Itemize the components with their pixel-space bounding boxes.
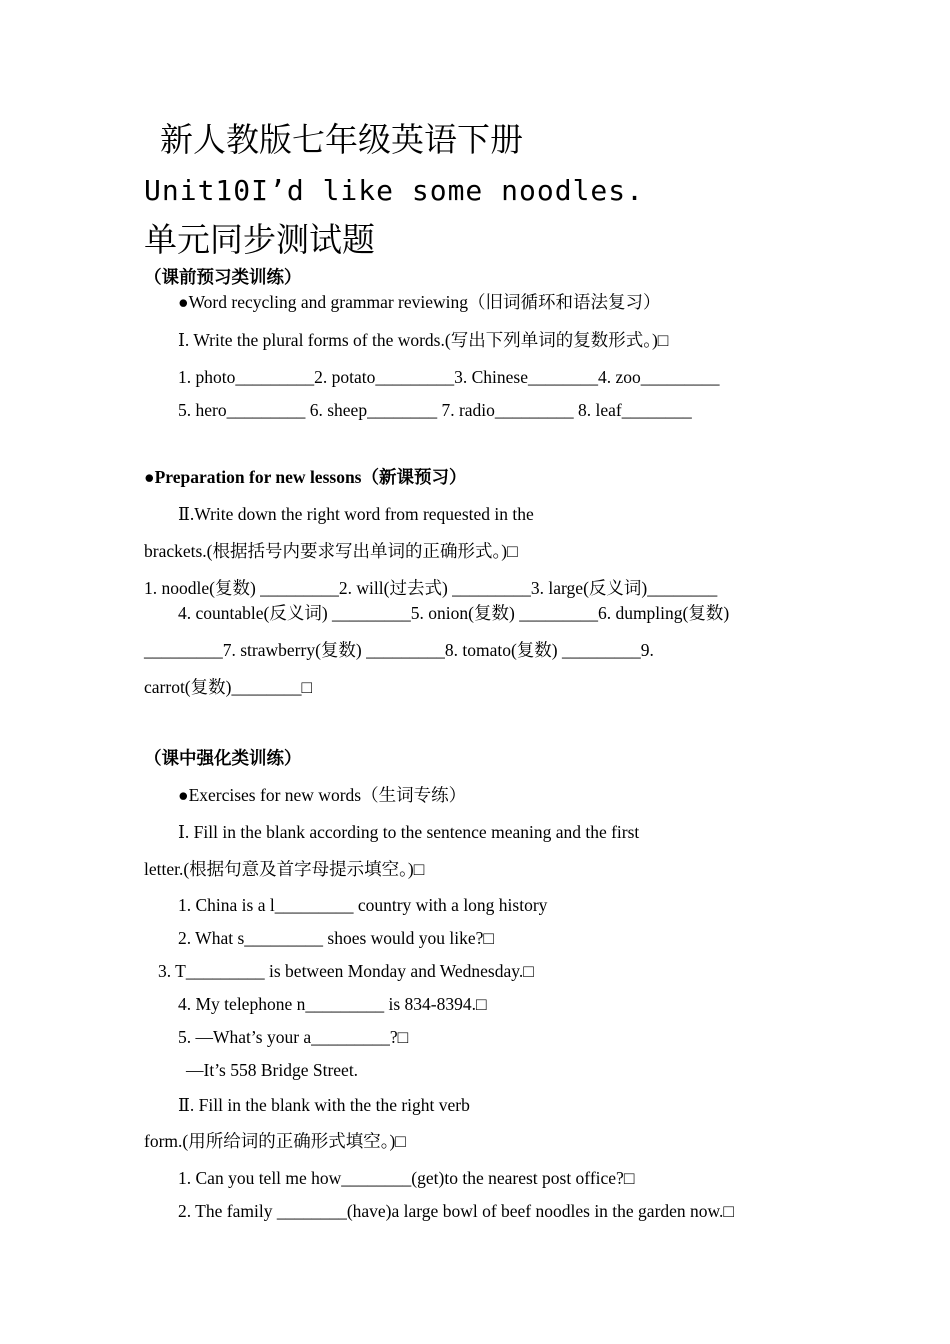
preparation-heading: ●Preparation for new lessons（新课预习） bbox=[144, 467, 467, 487]
part2-row4: carrot(复数)________□ bbox=[144, 677, 313, 697]
title-chinese: 新人教版七年级英语下册 bbox=[160, 120, 523, 159]
part2-title-b: brackets.(根据括号内要求写出单词的正确形式。)□ bbox=[144, 541, 518, 561]
inclass-part1-title-a: Ⅰ. Fill in the blank according to the sentence meaning and the first bbox=[178, 822, 640, 842]
verb-question-1: 1. Can you tell me how________(get)to the nearest post office?□ bbox=[178, 1168, 635, 1188]
word-recycling-heading: ●Word recycling and grammar reviewing（旧词循环和语法复习） bbox=[178, 292, 661, 312]
title-unit: Unit10I’d like some noodles. bbox=[144, 174, 645, 207]
section-heading-pre-class: （课前预习类训练） bbox=[144, 267, 302, 287]
part1-title: Ⅰ. Write the plural forms of the words.(写出下列单词的复数形式。)□ bbox=[178, 330, 669, 350]
inclass-part2-title-a: Ⅱ. Fill in the blank with the the right verb bbox=[178, 1095, 470, 1115]
part2-title-a: Ⅱ.Write down the right word from requested in the bbox=[178, 504, 534, 524]
part2-row3: _________7. strawberry(复数) _________8. tomato(复数) _________9. bbox=[144, 640, 654, 660]
part1-row2: 5. hero_________ 6. sheep________ 7. radio_________ 8. leaf________ bbox=[178, 400, 692, 420]
part2-row2: 4. countable(反义词) _________5. onion(复数) _________6. dumpling(复数) bbox=[178, 603, 730, 623]
question-5-answer: —It’s 558 Bridge Street. bbox=[186, 1060, 359, 1080]
question-2: 2. What s_________ shoes would you like?□ bbox=[178, 928, 494, 948]
part1-row1: 1. photo_________2. potato_________3. Chinese________4. zoo_________ bbox=[178, 367, 720, 387]
exercises-heading: ●Exercises for new words（生词专练） bbox=[178, 785, 467, 805]
part2-row1: 1. noodle(复数) _________2. will(过去式) _________3. large(反义词)________ bbox=[144, 578, 718, 598]
question-4: 4. My telephone n_________ is 834-8394.□ bbox=[178, 994, 487, 1014]
inclass-part2-title-b: form.(用所给词的正确形式填空。)□ bbox=[144, 1131, 406, 1151]
question-5: 5. —What’s your a_________?□ bbox=[178, 1027, 409, 1047]
question-1: 1. China is a l_________ country with a long history bbox=[178, 895, 548, 915]
title-test: 单元同步测试题 bbox=[144, 220, 375, 259]
verb-question-2: 2. The family ________(have)a large bowl of beef noodles in the garden now.□ bbox=[178, 1201, 734, 1221]
question-3: 3. T_________ is between Monday and Wednesday.□ bbox=[158, 961, 534, 981]
inclass-part1-title-b: letter.(根据句意及首字母提示填空。)□ bbox=[144, 859, 425, 879]
section-heading-in-class: （课中强化类训练） bbox=[144, 748, 302, 768]
